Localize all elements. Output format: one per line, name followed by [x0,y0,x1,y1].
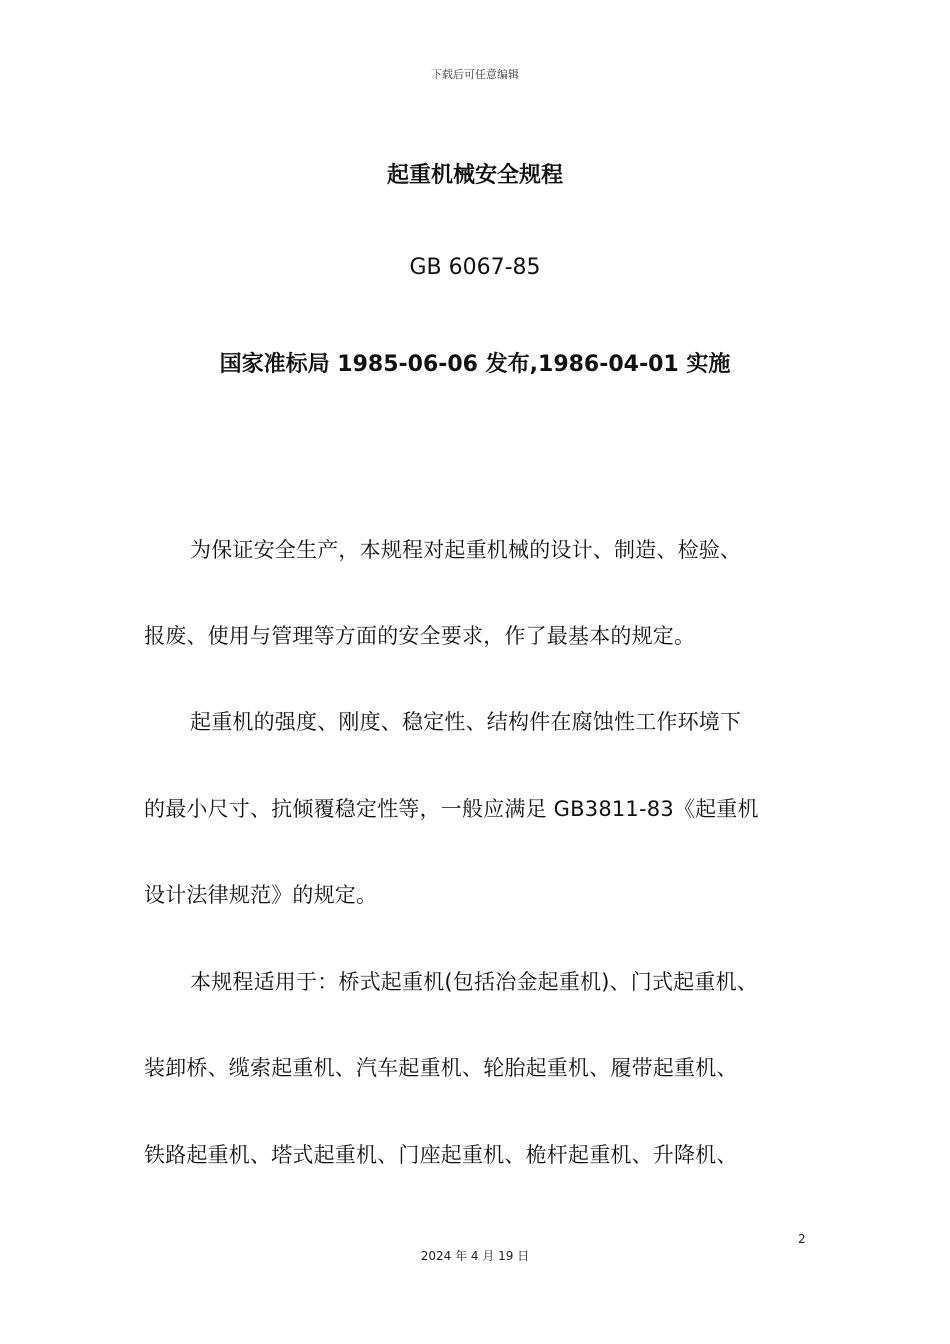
body-line: 装卸桥、缆索起重机、汽车起重机、轮胎起重机、履带起重机、 [144,1056,738,1080]
body-line: 本规程适用于：桥式起重机(包括冶金起重机)、门式起重机、 [190,970,758,994]
standard-code: GB 6067-85 [409,255,541,280]
header-note: 下载后可任意编辑 [431,68,519,81]
page-number: 2 [798,1232,806,1246]
issue-info: 国家准标局 1985-06-06 发布,1986-04-01 实施 [219,352,731,377]
body-line: 铁路起重机、塔式起重机、门座起重机、桅杆起重机、升降机、 [144,1143,738,1167]
body-line: 起重机的强度、刚度、稳定性、结构件在腐蚀性工作环境下 [190,710,742,734]
body-line: 为保证安全生产，本规程对起重机械的设计、制造、检验、 [190,538,742,562]
body-line: 报废、使用与管理等方面的安全要求，作了最基本的规定。 [144,624,696,648]
footer-date: 2024 年 4 月 19 日 [420,1249,530,1263]
body-line: 设计法律规范》的规定。 [144,883,378,907]
document-title: 起重机械安全规程 [386,163,563,188]
body-line: 的最小尺寸、抗倾覆稳定性等，一般应满足 GB3811-83《起重机 [144,797,759,821]
